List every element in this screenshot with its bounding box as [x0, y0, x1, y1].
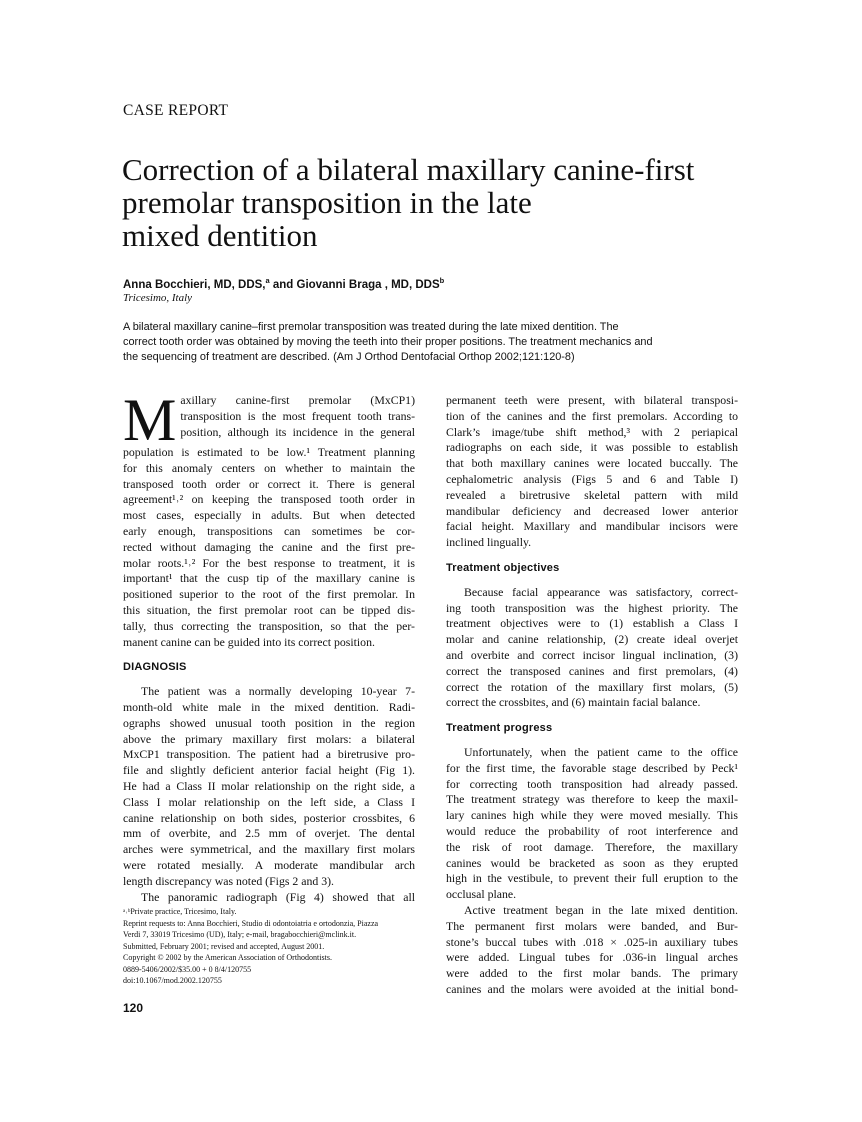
text-line: inclined lingually.: [446, 535, 532, 550]
text-line: canine relationship on both sides, posterior crossbites, 6: [123, 810, 415, 825]
footnote-line: Verdi 7, 33019 Tricesimo (UD), Italy; e-mail, bragabocchieri@mclink.it.: [123, 930, 357, 939]
text-line: agreement¹˒² on keeping the transposed tooth order in: [123, 492, 415, 507]
text-line: arches were symmetrical, and the maxillary first molars: [123, 842, 415, 857]
text-line: correct the crossbites, and (6) maintain facial balance.: [446, 695, 701, 710]
text-line: canines and the molars were avoided at the initial bond-: [446, 981, 738, 996]
diagnosis-paragraph: [123, 684, 415, 905]
affiliation: Tricesimo, Italy: [123, 292, 193, 304]
left-column: [123, 387, 415, 905]
text-line: the risk of root damage. Therefore, the maxillary: [446, 839, 738, 854]
text-line: The patient was a normally developing 10-year 7-: [141, 684, 415, 699]
title-line: Correction of a bilateral maxillary canine-first: [122, 152, 695, 187]
text-line: rected without damaging the canine and the first pre-: [123, 539, 415, 554]
text-line: tally, thus correcting the transposition, so that the per-: [123, 618, 415, 633]
author-footnote-mark: a: [265, 276, 270, 285]
text-line: mandibular deficiency and decreased lower anterior: [446, 503, 738, 518]
author-conjunction: and: [269, 278, 297, 291]
text-line: for the first time, the favorable stage described by Peck¹: [446, 760, 738, 775]
section-heading-progress: Treatment progress: [446, 722, 553, 735]
text-line: for this anomaly centers on whether to maintain the: [123, 460, 415, 475]
text-line: month-old white male in the mixed dentition. Radi-: [123, 699, 415, 714]
text-line: file and slightly deficient anterior facial height (Fig 1).: [123, 763, 415, 778]
text-line: cephalometric analysis (Figs 5 and 6 and Table I): [446, 471, 738, 486]
text-line: tion of the canines and the first premolars. According to: [446, 408, 738, 423]
text-line: and overbite and correct incisor lingual inclination, (3): [446, 647, 738, 662]
text-line: MxCP1 transposition. The patient had a biretrusive pro-: [123, 747, 415, 762]
text-line: manent canine can be guided into its correct position.: [123, 634, 375, 649]
text-line: Because facial appearance was satisfactory, correct-: [464, 584, 738, 599]
text-line: canines would be bracketed as soon as they erupted: [446, 855, 738, 870]
footnote-line: Reprint requests to: Anna Bocchieri, Studio di odontoiatria e ortodonzia, Piazza: [123, 918, 379, 928]
text-line: would reduce the probability of root interference and: [446, 823, 738, 838]
abstract-line: the sequencing of treatment are described. (Am J Orthod Dentofacial Orthop 2002;121:120-8): [123, 351, 575, 363]
footnote-line: doi:10.1067/mod.2002.120755: [123, 976, 222, 985]
title-line: premolar transposition in the late: [122, 185, 532, 220]
text-line: early enough, transpositions can sometimes be cor-: [123, 523, 415, 538]
text-line: The panoramic radiograph (Fig 4) showed that all: [141, 889, 415, 904]
footnote-line: Copyright © 2002 by the American Association of Orthodontists.: [123, 953, 332, 962]
text-line: that both maxillary canines were located buccally. The: [446, 456, 738, 471]
text-line: transposition is the most frequent tooth trans-: [180, 408, 415, 423]
article-title: [122, 153, 742, 252]
text-line: mm of overbite, and 2.5 mm of overjet. The dental: [123, 826, 415, 841]
objectives-paragraph: [446, 585, 738, 711]
text-line: permanent teeth were present, with bilateral transposi-: [446, 393, 738, 407]
text-line: revealed a biretrusive skeletal pattern with mild: [446, 487, 738, 502]
text-line: treatment objectives were to (1) establish a Class I: [446, 616, 738, 631]
author-footnote-mark: b: [439, 276, 445, 285]
text-line: occlusal plane.: [446, 887, 517, 902]
text-line: molar roots.¹˒² For the best response to treatment, it is: [123, 555, 415, 570]
text-line: ing tooth transposition was the highest priority. The: [446, 600, 738, 615]
abstract-line: A bilateral maxillary canine–first premolar transposition was treated during the late mixed dentition. The: [123, 321, 619, 333]
right-column: [446, 393, 738, 998]
text-line: radiographs on each side, it was possible to establish: [446, 440, 738, 455]
footnote-line: Submitted, February 2001; revised and accepted, August 2001.: [123, 941, 325, 951]
text-line: were added to the first molar bands. The primary: [446, 966, 738, 981]
text-line: molar and canine relationship, (2) create ideal overjet: [446, 632, 738, 647]
text-line: length discrepancy was noted (Figs 2 and 3).: [123, 873, 334, 888]
text-line: positioned superior to the root of the first premolar. In: [123, 587, 415, 602]
text-line: correct the transposed canines and first premolars, (4): [446, 663, 738, 678]
text-line: Active treatment began in the late mixed dentition.: [464, 902, 738, 917]
text-line: were added. Lingual tubes for .036-in lingual arches: [446, 950, 738, 965]
text-line: ographs showed unusual tooth position in the region: [123, 715, 415, 730]
author-line: [123, 276, 444, 291]
section-heading-objectives: Treatment objectives: [446, 561, 560, 574]
section-heading-diagnosis: DIAGNOSIS: [123, 661, 187, 674]
page-number: 120: [123, 1001, 144, 1015]
text-line: most cases, especially in adults. But when detected: [123, 508, 415, 523]
intro-paragraph: [123, 387, 415, 650]
text-line: axillary canine-first premolar (MxCP1): [180, 393, 415, 407]
text-line: important¹ that the cusp tip of the maxillary canine is: [123, 571, 415, 586]
active-treatment-paragraph: [446, 903, 738, 998]
text-line: position, although its incidence in the general: [180, 424, 415, 439]
footnote-line: ᵃ˒ᵇPrivate practice, Tricesimo, Italy.: [123, 907, 237, 916]
title-line: mixed dentition: [122, 218, 318, 253]
abstract-line: correct tooth order was obtained by moving the teeth into their proper positions. The treatment mechanics and: [123, 336, 653, 348]
text-line: Class I molar relationship on the left side, a Class I: [123, 794, 415, 809]
text-line: transposed tooth order or correct it. There is general: [123, 476, 415, 491]
footnote-line: 0889-5406/2002/$35.00 + 0 8/4/120755: [123, 964, 252, 974]
text-line: The permanent first molars were banded, and Bur-: [446, 918, 738, 933]
text-line: stone’s buccal tubes with .018 × .025-in auxiliary tubes: [446, 934, 738, 949]
text-line: Unfortunately, when the patient came to the office: [464, 744, 738, 759]
text-line: this situation, the first premolar root can be tipped dis-: [123, 602, 415, 617]
progress-paragraph: [446, 745, 738, 903]
text-line: The treatment strategy was therefore to keep the maxil-: [446, 792, 738, 807]
drop-cap: M: [123, 387, 177, 453]
text-line: facial height. Maxillary and mandibular incisors were: [446, 519, 738, 534]
text-line: He had a Class II molar relationship on the right side, a: [123, 778, 415, 793]
text-line: above the primary maxillary first molars: a bilateral: [123, 731, 415, 746]
text-line: high in the vestibule, to prevent their full eruption to the: [446, 871, 738, 886]
section-kicker: CASE REPORT: [123, 102, 229, 119]
text-line: population is estimated to be low.¹ Treatment planning: [123, 445, 415, 459]
text-line: were rotated mesially. A moderate mandibular arch: [123, 857, 415, 872]
text-line: for correcting tooth transposition had already passed.: [446, 776, 738, 791]
text-line: lary canines high while they were moved mesially. This: [446, 808, 738, 823]
abstract: [123, 320, 743, 365]
text-line: correct the rotation of the maxillary first molars, (5): [446, 679, 738, 694]
footnotes: [123, 906, 423, 987]
author-name: Giovanni Braga , MD, DDS: [296, 278, 440, 291]
author-name: Anna Bocchieri, MD, DDS,: [123, 278, 266, 291]
text-line: Clark’s image/tube shift method,³ with 2 periapical: [446, 424, 738, 439]
continued-paragraph: [446, 393, 738, 551]
